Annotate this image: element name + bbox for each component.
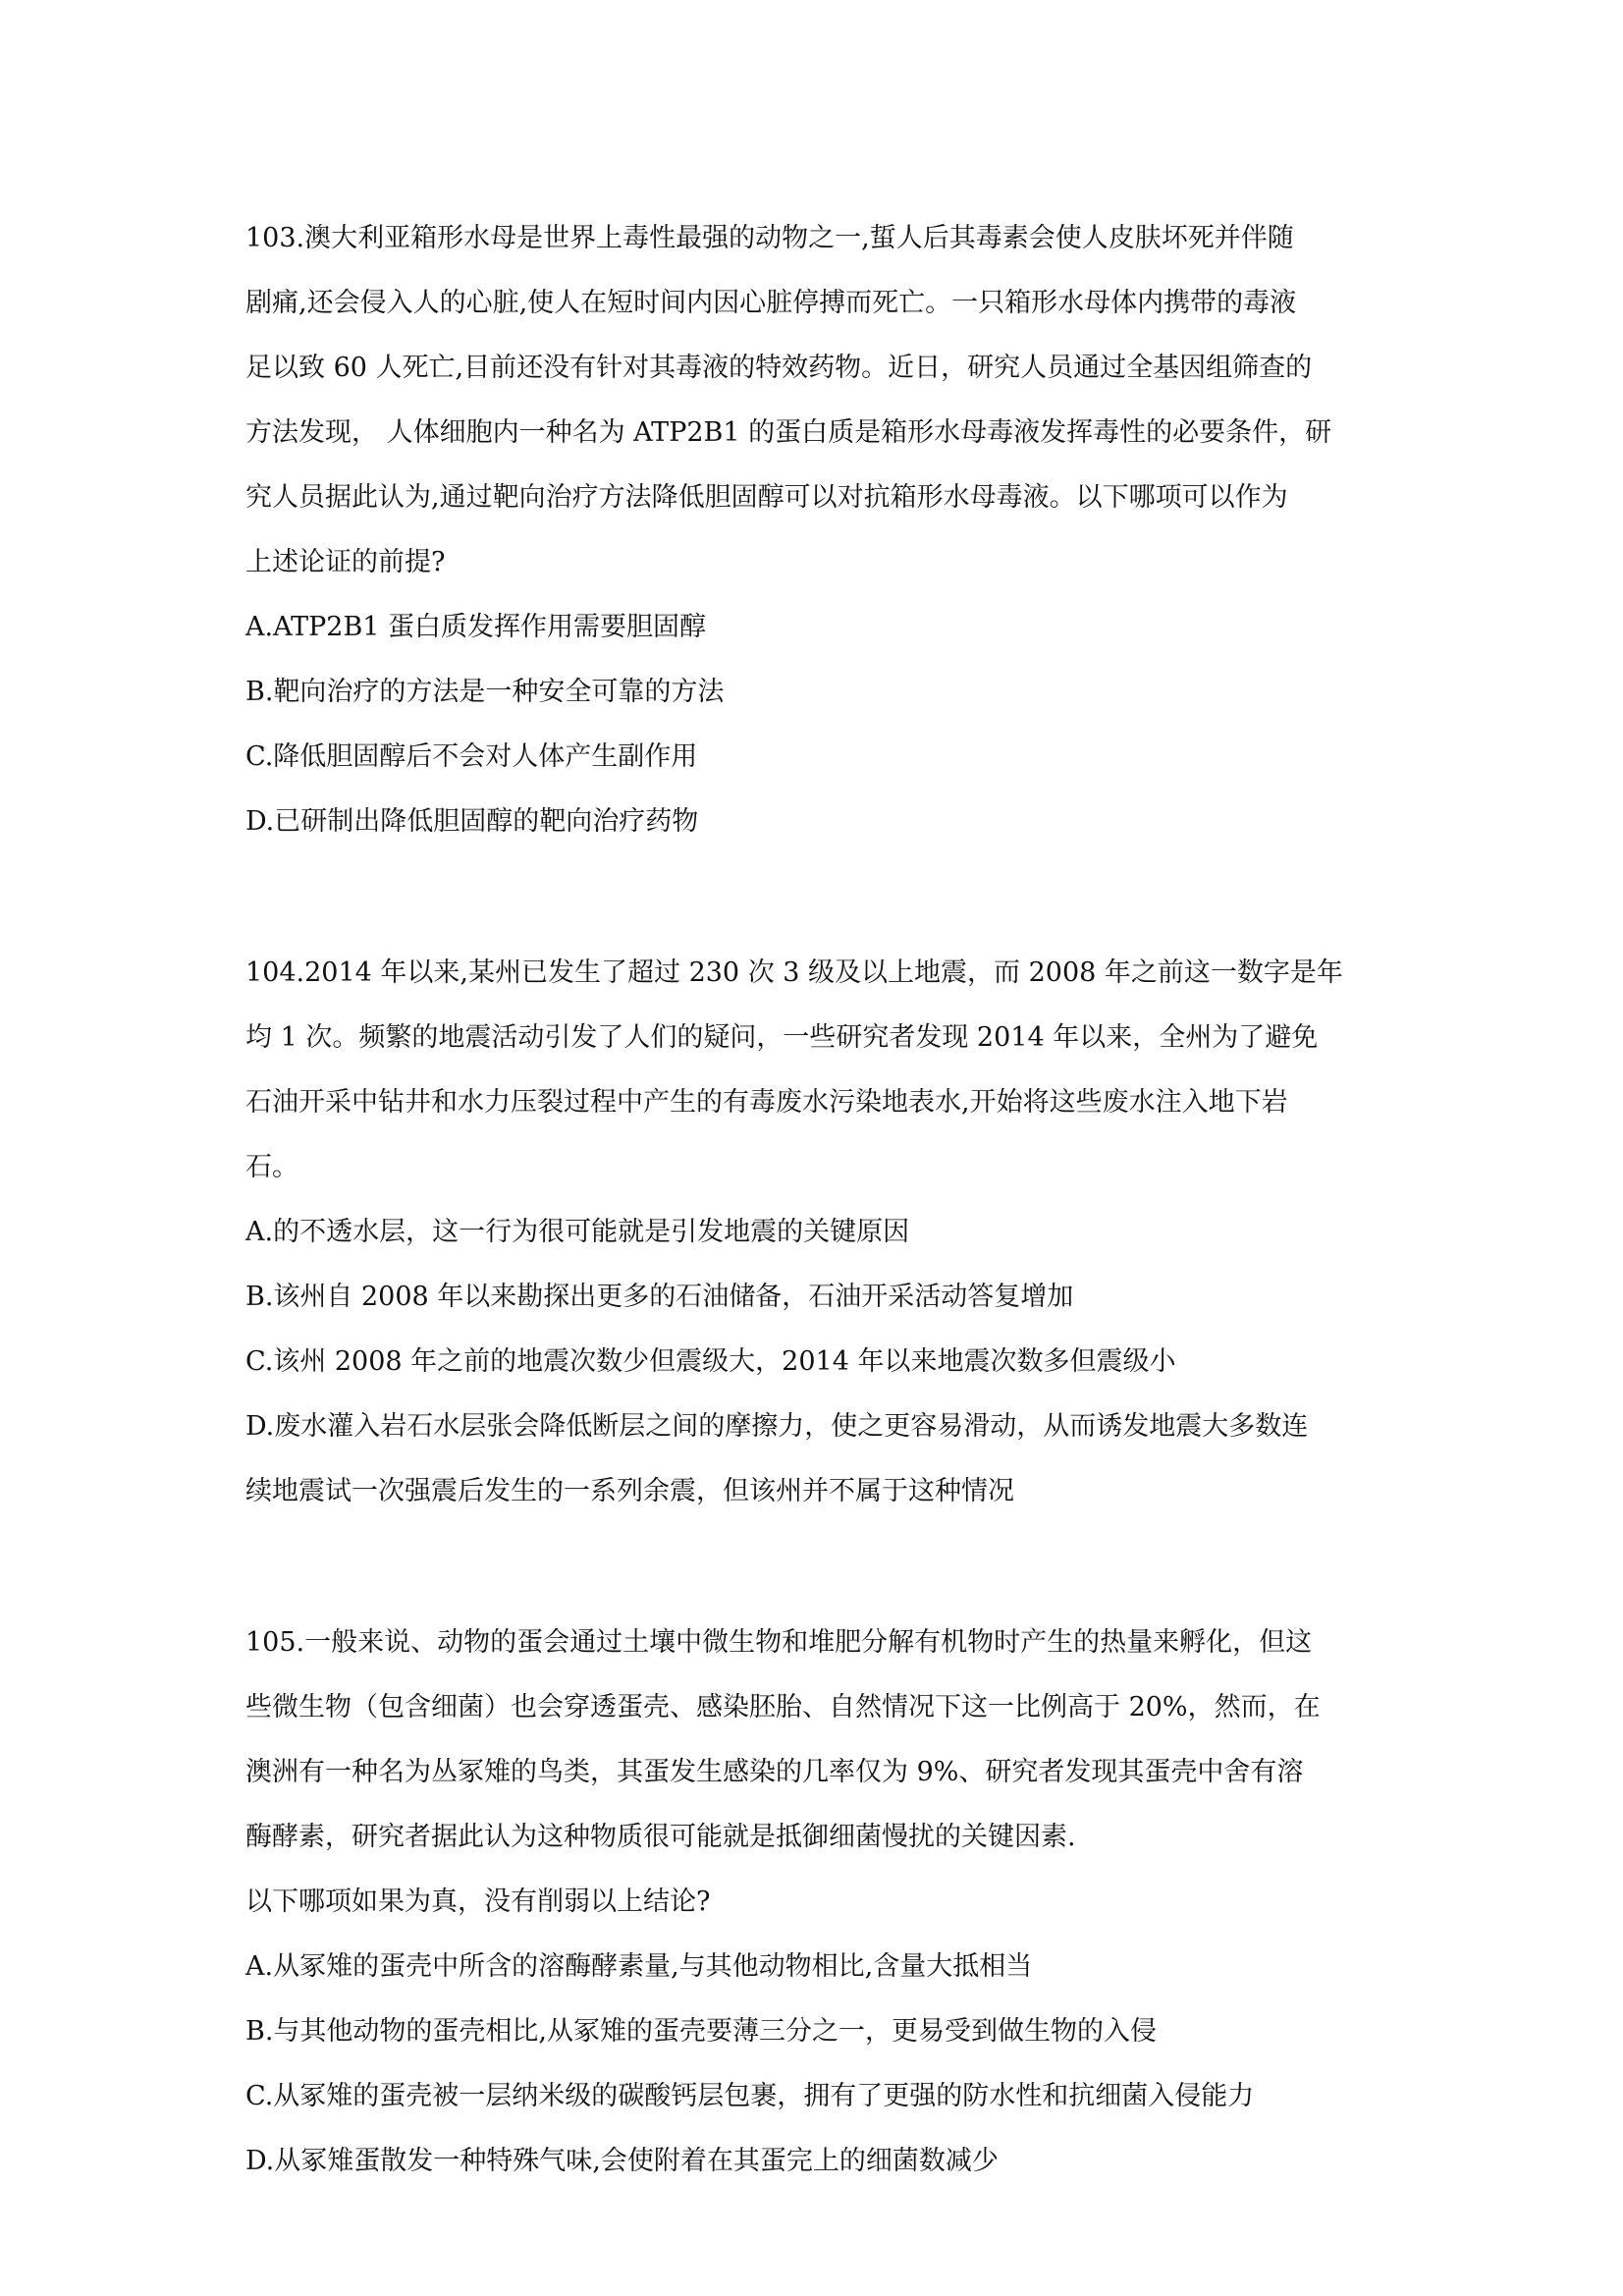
option-a: A.ATP2B1 蛋白质发挥作用需要胆固醇	[245, 612, 707, 642]
option-d: D.废水灌入岩石水层张会降低断层之间的摩擦力，使之更容易滑动，从而诱发地震大多数连	[245, 1411, 1309, 1442]
question-stem-line: 上述论证的前提?	[245, 547, 446, 577]
option-b: B.该州自 2008 年以来勘探出更多的石油储备，石油开采活动答复增加	[245, 1282, 1074, 1312]
option-b: B.靶向治疗的方法是一种安全可靠的方法	[245, 677, 725, 707]
option-c: C.该州 2008 年之前的地震次数少但震级大，2014 年以来地震次数多但震级小	[245, 1346, 1176, 1377]
question-stem-line: 均 1 次。频繁的地震活动引发了人们的疑问，一些研究者发现 2014 年以来，全州为了避免	[245, 1022, 1319, 1053]
option-c: C.从冢雉的蛋壳被一层纳米级的碳酸钙层包裹，拥有了更强的防水性和抗细菌入侵能力	[245, 2081, 1255, 2111]
question-stem-line: 104.2014 年以来,某州已发生了超过 230 次 3 级及以上地震，而 2008 年之前这一数字是年	[245, 957, 1343, 988]
document-page	[245, 206, 1384, 2194]
option-a: A.的不透水层，这一行为很可能就是引发地震的关键原因	[245, 1217, 910, 1247]
question-103	[245, 206, 1384, 854]
question-stem-line: 石。	[245, 1152, 298, 1182]
option-c: C.降低胆固醇后不会对人体产生副作用	[245, 741, 698, 772]
question-104	[245, 941, 1384, 1524]
question-stem-line: 足以致 60 人死亡,目前还没有针对其毒液的特效药物。近日，研究人员通过全基因组筛查的	[245, 353, 1313, 383]
question-stem-line: 石油开采中钻井和水力压裂过程中产生的有毒废水污染地表水,开始将这些废水注入地下岩	[245, 1087, 1288, 1118]
question-stem-line: 103.澳大利亚箱形水母是世界上毒性最强的动物之一,蜇人后其毒素会使人皮肤坏死并伴随	[245, 223, 1294, 253]
question-stem-line: 究人员据此认为,通过靶向治疗方法降低胆固醇可以对抗箱形水母毒液。以下哪项可以作为	[245, 482, 1288, 513]
question-stem-line: 方法发现， 人体细胞内一种名为 ATP2B1 的蛋白质是箱形水母毒液发挥毒性的必要条件，研	[245, 417, 1332, 448]
question-stem-line: 剧痛,还会侵入人的心脏,使人在短时间内因心脏停搏而死亡。一只箱形水母体内携带的毒液	[245, 288, 1297, 318]
question-stem-line: 酶酵素，研究者据此认为这种物质很可能就是抵御细菌慢扰的关键因素.	[245, 1822, 1076, 1852]
question-stem-line: 105.一般来说、动物的蛋会通过土壤中微生物和堆肥分解有机物时产生的热量来孵化，但这	[245, 1627, 1313, 1658]
question-stem-line: 些微生物（包含细菌）也会穿透蛋壳、感染胚胎、自然情况下这一比例高于 20%，然而，在	[245, 1692, 1321, 1722]
option-d: D.从冢雉蛋散发一种特殊气味,会使附着在其蛋完上的细菌数减少	[245, 2146, 999, 2176]
question-105	[245, 1611, 1384, 2194]
question-stem-line: 澳洲有一种名为丛冢雉的鸟类，其蛋发生感染的几率仅为 9%、研究者发现其蛋壳中舍有溶	[245, 1757, 1304, 1787]
option-d-continued: 续地震试一次强震后发生的一系列余震，但该州并不属于这种情况	[245, 1476, 1014, 1506]
option-d: D.已研制出降低胆固醇的靶向治疗药物	[245, 806, 699, 837]
option-a: A.从冢雉的蛋壳中所含的溶酶酵素量,与其他动物相比,含量大抵相当	[245, 1951, 1033, 1982]
option-b: B.与其他动物的蛋壳相比,从冢雉的蛋壳要薄三分之一，更易受到做生物的入侵	[245, 2016, 1158, 2047]
question-prompt-line: 以下哪项如果为真，没有削弱以上结论?	[245, 1886, 711, 1917]
